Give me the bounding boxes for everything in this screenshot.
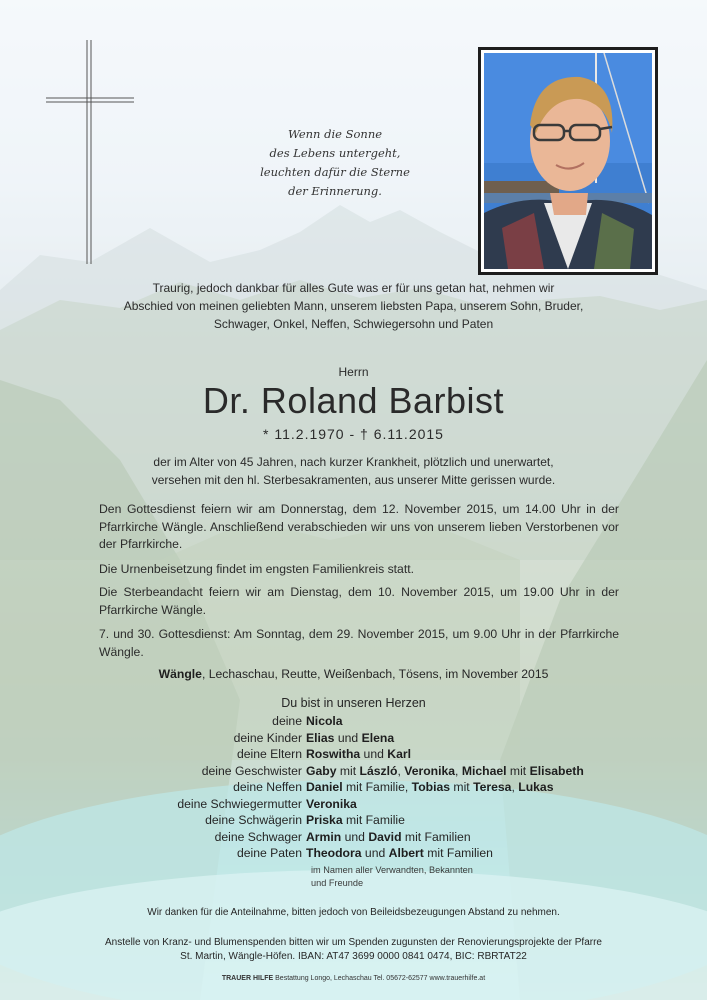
mourner-connector: und bbox=[360, 747, 388, 761]
thanks-text: Wir danken für die Anteilnahme, bitten jedoch von Beileidsbezeugungen Abstand zu nehmen. bbox=[147, 907, 560, 918]
mourner-row bbox=[0, 829, 707, 846]
funeral-home-footer bbox=[40, 974, 667, 984]
donation-line: Anstelle von Kranz- und Blumenspenden bitten wir um Spenden zugunsten der Renovierungsprojekte der Pfarre bbox=[105, 937, 602, 948]
mourner-name: Albert bbox=[388, 846, 424, 860]
mourner-relation: deine bbox=[272, 714, 302, 728]
salutation: Herrn bbox=[338, 365, 369, 379]
mourner-relation: deine Eltern bbox=[236, 747, 302, 761]
mourner-names bbox=[306, 796, 357, 813]
mourner-row bbox=[0, 713, 707, 730]
mourners-list bbox=[0, 713, 707, 862]
description-line: versehen mit den hl. Sterbesakramenten, aus unserer Mitte gerissen wurde. bbox=[151, 473, 556, 487]
mourner-name: Nicola bbox=[306, 714, 343, 728]
mourner-row bbox=[0, 796, 707, 813]
mourner-name: Elisabeth bbox=[529, 763, 584, 778]
mourner-connector: mit bbox=[336, 763, 360, 778]
intro-line: Traurig, jedoch dankbar für alles Gute was er für uns getan hat, nehmen wir bbox=[152, 281, 555, 295]
urn-burial-paragraph: Die Urnenbeisetzung findet im engsten Familienkreis statt. bbox=[99, 562, 414, 576]
mourner-name: Tobias bbox=[411, 780, 451, 794]
relatives-note-line: im Namen aller Verwandten, Bekannten bbox=[311, 865, 473, 875]
portrait-photo bbox=[484, 53, 652, 269]
description-line: der im Alter von 45 Jahren, nach kurzer Krankheit, plötzlich und unerwartet, bbox=[153, 455, 554, 469]
poem-line: des Lebens untergeht, bbox=[269, 146, 401, 160]
portrait-photo-frame bbox=[478, 47, 658, 275]
in-our-hearts-heading: Du bist in unseren Herzen bbox=[281, 696, 426, 710]
mourner-name: Karl bbox=[387, 747, 411, 761]
cross-icon bbox=[44, 38, 136, 266]
relatives-note bbox=[311, 864, 473, 890]
mourner-name: Priska bbox=[306, 813, 343, 827]
intro-text bbox=[60, 279, 647, 333]
mourner-relation: deine Schwager bbox=[214, 829, 302, 844]
mourner-relation: deine Neffen bbox=[233, 780, 302, 794]
mourner-names bbox=[306, 779, 553, 796]
mourner-names bbox=[306, 746, 411, 763]
mourner-name: Elias bbox=[306, 730, 335, 745]
mourner-connector: mit bbox=[450, 780, 474, 794]
relatives-note-line: und Freunde bbox=[311, 878, 364, 888]
mourner-name: László bbox=[359, 763, 398, 778]
mourner-name: Armin bbox=[306, 829, 342, 844]
mourner-relation: deine Geschwister bbox=[201, 763, 302, 778]
mourner-names bbox=[306, 713, 343, 730]
mourner-connector: , bbox=[397, 763, 405, 778]
mourner-names bbox=[306, 829, 471, 846]
mourner-connector: mit bbox=[506, 763, 530, 778]
poem-line: der Erinnerung. bbox=[288, 184, 382, 198]
funeral-home-brand: TRAUER HILFE bbox=[221, 975, 274, 982]
donation-request bbox=[40, 936, 667, 964]
mourner-name: Gaby bbox=[306, 763, 337, 778]
mourner-name: Veronika bbox=[306, 796, 357, 811]
mourner-row bbox=[0, 845, 707, 862]
deceased-name: Dr. Roland Barbist bbox=[202, 380, 505, 421]
mourner-relation: deine Paten bbox=[236, 846, 302, 860]
mourner-connector: und bbox=[341, 829, 369, 844]
mourner-row bbox=[0, 763, 707, 780]
funeral-home-contact: Bestattung Longo, Lechaschau Tel. 05672-62577 www.trauerhilfe.at bbox=[273, 975, 486, 982]
poem bbox=[250, 125, 420, 201]
mourner-name: Teresa bbox=[473, 780, 512, 794]
mourner-row bbox=[0, 730, 707, 747]
mourner-relation: deine Schwägerin bbox=[205, 813, 302, 827]
place-and-date bbox=[60, 665, 647, 683]
mourner-row bbox=[0, 812, 707, 829]
mourner-name: Daniel bbox=[306, 780, 343, 794]
mourner-names bbox=[306, 730, 394, 747]
intro-line: Abschied von meinen geliebten Mann, unserem liebsten Papa, unserem Sohn, Bruder, bbox=[123, 299, 584, 313]
mourner-connector: , bbox=[511, 780, 519, 794]
mourner-name: David bbox=[368, 829, 402, 844]
mourner-connector: , bbox=[455, 763, 462, 778]
mourner-name: Lukas bbox=[518, 780, 554, 794]
mourner-row bbox=[0, 779, 707, 796]
donation-line: St. Martin, Wängle-Höfen. IBAN: AT47 3699 0000 0841 0474, BIC: RBRTAT22 bbox=[180, 951, 527, 962]
mourner-relation: deine Schwiegermutter bbox=[177, 796, 302, 811]
place-rest: , Lechaschau, Reutte, Weißenbach, Tösens, im November 2015 bbox=[201, 667, 549, 681]
poem-line: Wenn die Sonne bbox=[287, 127, 383, 141]
mourner-name: Elena bbox=[361, 730, 395, 745]
intro-line: Schwager, Onkel, Neffen, Schwiegersohn und Paten bbox=[213, 317, 494, 331]
mourner-connector: mit Familien bbox=[401, 829, 471, 844]
mourner-relation: deine Kinder bbox=[233, 730, 302, 745]
mourner-names bbox=[306, 812, 405, 829]
mourner-names bbox=[306, 845, 493, 862]
mourner-connector: mit Familie bbox=[342, 813, 405, 827]
mourner-connector: und bbox=[361, 846, 389, 860]
memorial-mass-paragraph: 7. und 30. Gottesdienst: Am Sonntag, dem 29. November 2015, um 9.00 Uhr in der Pfarrkirche Wängle. bbox=[99, 627, 619, 659]
mourner-connector: mit Familie, bbox=[342, 780, 412, 794]
mourner-name: Roswitha bbox=[306, 747, 361, 761]
poem-line: leuchten dafür die Sterne bbox=[260, 165, 410, 179]
death-description bbox=[60, 453, 647, 489]
mourner-name: Veronika bbox=[404, 763, 456, 778]
mourner-connector: mit Familien bbox=[423, 846, 493, 860]
mourner-name: Theodora bbox=[306, 846, 362, 860]
place-town: Wängle bbox=[158, 667, 202, 681]
funeral-service-paragraph: Den Gottesdienst feiern wir am Donnerstag, dem 12. November 2015, um 14.00 Uhr in der Pfarrkirche Wängle. Anschließend verabschieden wir uns von unserem lieben Verstorbenen vor der Pfarrkirche. bbox=[99, 502, 619, 551]
mourner-connector: und bbox=[334, 730, 362, 745]
mourner-name: Michael bbox=[461, 763, 507, 778]
vigil-paragraph: Die Sterbeandacht feiern wir am Dienstag, dem 10. November 2015, um 19.00 Uhr in der Pfarrkirche Wängle. bbox=[99, 585, 619, 617]
life-dates: * 11.2.1970 - † 6.11.2015 bbox=[263, 426, 444, 442]
mourner-names bbox=[306, 763, 584, 780]
mourner-row bbox=[0, 746, 707, 763]
